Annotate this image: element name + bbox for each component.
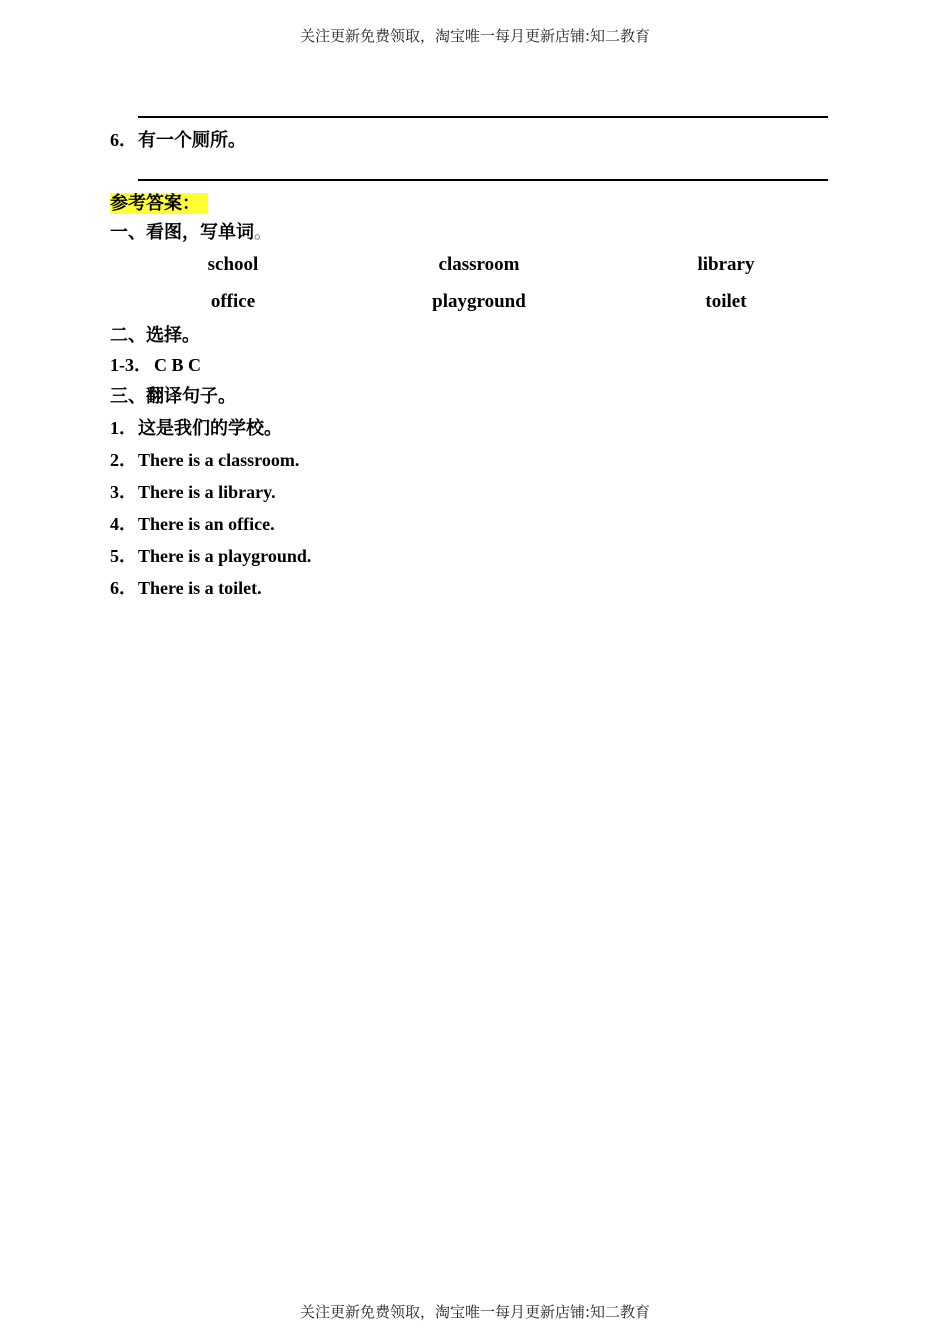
section-1-title: 一、看图，写单词 xyxy=(110,222,254,243)
question-number: 6． xyxy=(110,130,137,150)
choice-letters: C B C xyxy=(154,355,202,375)
word-answer: library xyxy=(697,254,755,275)
answer-key-title-row xyxy=(110,192,208,215)
item-number: 4． xyxy=(110,514,137,534)
item-number: 6． xyxy=(110,578,137,598)
item-number: 2． xyxy=(110,450,137,470)
item-number: 1． xyxy=(110,418,137,438)
item-text: There is a classroom. xyxy=(138,450,300,470)
answer-blank-line-5 xyxy=(138,116,828,118)
word-answer: school xyxy=(207,254,259,275)
translation-item xyxy=(110,417,282,440)
section-2-heading xyxy=(110,324,200,347)
section-1-heading xyxy=(110,221,272,244)
item-text: There is a library. xyxy=(138,482,276,502)
page-header: 关注更新免费领取，淘宝唯一每月更新店铺:知二教育 xyxy=(299,27,651,45)
item-number: 3． xyxy=(110,482,137,502)
word-answer: classroom xyxy=(438,254,520,275)
choice-answers xyxy=(110,354,201,376)
item-text: 这是我们的学校。 xyxy=(138,418,282,439)
question-6 xyxy=(110,129,246,152)
answer-blank-line-6 xyxy=(138,179,828,181)
translation-item xyxy=(110,545,311,567)
answer-key-title: 参考答案： xyxy=(110,193,208,214)
question-text: 有一个厕所。 xyxy=(138,130,246,151)
word-answer: playground xyxy=(432,291,526,312)
section-1-period: 。 xyxy=(254,222,272,243)
section-2-title: 二、选择。 xyxy=(110,325,200,346)
section-3-heading xyxy=(110,385,236,408)
translation-item xyxy=(110,481,276,503)
translation-item xyxy=(110,449,299,471)
word-answer: toilet xyxy=(705,291,747,312)
item-number: 5． xyxy=(110,546,137,566)
item-text: There is a playground. xyxy=(138,546,312,566)
item-text: There is an office. xyxy=(138,514,275,534)
translation-item xyxy=(110,513,275,535)
word-answer: office xyxy=(210,291,256,312)
item-text: There is a toilet. xyxy=(138,578,262,598)
choice-range: 1-3． xyxy=(110,355,152,375)
section-3-title: 三、翻译句子。 xyxy=(110,386,236,407)
page-footer: 关注更新免费领取，淘宝唯一每月更新店铺:知二教育 xyxy=(299,1303,651,1321)
translation-item xyxy=(110,577,262,599)
